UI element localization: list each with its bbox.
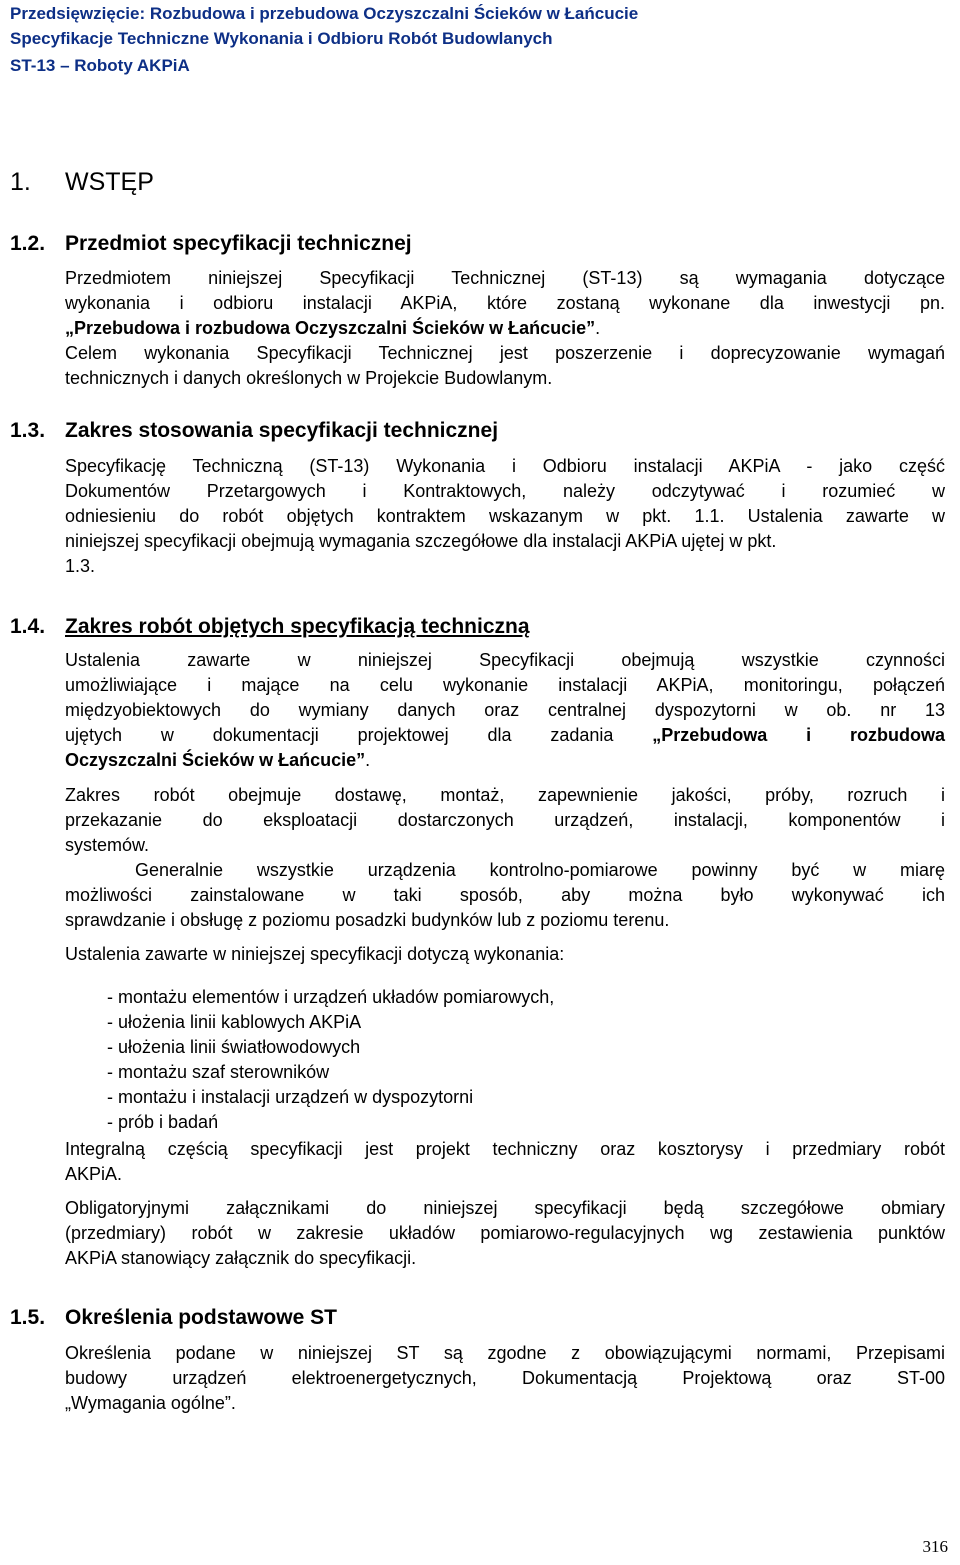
header-project: Przedsięwzięcie: Rozbudowa i przebudowa Oczyszczalni Ścieków w Łańcucie <box>10 4 639 23</box>
text-line: Ustalenia zawarte w niniejszej Specyfikacji obejmują wszystkie czynności <box>65 650 945 670</box>
section-number: 1.2. <box>10 232 46 255</box>
section-title: Zakres stosowania specyfikacji technicznej <box>65 419 499 442</box>
works-list <box>107 985 554 1135</box>
text-line: Określenia podane w niniejszej ST są zgodne z obowiązującymi normami, Przepisami <box>65 1343 945 1363</box>
text-line: budowy urządzeń elektroenergetycznych, Dokumentacją Projektową oraz ST-00 <box>65 1368 945 1388</box>
list-item: - montażu szaf sterowników <box>107 1062 330 1082</box>
list-item: - ułożenia linii kablowych AKPiA <box>107 1012 362 1032</box>
list-item: - montażu i instalacji urządzeń w dyspozytorni <box>107 1087 474 1107</box>
text-line: międzyobiektowych do wymiany danych oraz centralnej dyspozytorni w ob. nr 13 <box>65 700 945 720</box>
section-number: 1.4. <box>10 615 46 638</box>
punctuation: . <box>595 318 601 338</box>
text-line <box>65 316 945 341</box>
punctuation: . <box>365 750 371 770</box>
section-title: WSTĘP <box>65 168 154 196</box>
text-fragment: ujętych w dokumentacji projektowej dla zadania <box>65 725 614 745</box>
text-line: przekazanie do eksploatacji dostarczonych urządzeń, instalacji, komponentów i <box>65 810 945 830</box>
list-item: - ułożenia linii światłowodowych <box>107 1037 361 1057</box>
section-title: Określenia podstawowe ST <box>65 1306 337 1329</box>
text-line: 1.3. <box>65 556 96 576</box>
page-header <box>0 0 960 92</box>
section-1-2-paragraph-1 <box>65 266 945 391</box>
section-1-4-paragraph-2 <box>65 783 945 858</box>
text-line: Specyfikację Techniczną (ST-13) Wykonania i Odbioru instalacji AKPiA - jako część <box>65 456 945 476</box>
text-line: wykonania i odbioru instalacji AKPiA, które zostaną wykonane dla inwestycji pn. <box>65 293 945 313</box>
section-1-3-paragraph <box>65 454 945 579</box>
text-line: sprawdzanie i obsługę z poziomu posadzki budynków lub z poziomu terenu. <box>65 910 670 930</box>
header-spec-code: ST-13 – Roboty AKPiA <box>10 56 190 75</box>
text-line <box>65 748 945 773</box>
text-line: systemów. <box>65 835 150 855</box>
section-1-4-paragraph-1 <box>65 648 945 773</box>
text-line: niniejszej specyfikacji obejmują wymagania szczegółowe dla instalacji AKPiA ujętej w pkt. <box>65 531 777 551</box>
text-line: umożliwiające i mające na celu wykonanie instalacji AKPiA, monitoringu, połączeń <box>65 675 945 695</box>
text-line: technicznych i danych określonych w Projekcie Budowlanym. <box>65 368 553 388</box>
text-line: Celem wykonania Specyfikacji Technicznej jest poszerzenie i doprecyzowanie wymagań <box>65 343 945 363</box>
section-1-5-paragraph <box>65 1341 945 1416</box>
section-number: 1.3. <box>10 419 46 442</box>
text-line: Generalnie wszystkie urządzenia kontrolno-pomiarowe powinny być w miarę <box>135 860 945 880</box>
section-1-4-paragraph-5 <box>65 1137 945 1187</box>
project-name: „Przebudowa i rozbudowa <box>652 725 945 745</box>
text-line: AKPiA stanowiący załącznik do specyfikacji. <box>65 1248 417 1268</box>
text-line: Ustalenia zawarte w niniejszej specyfikacji dotyczą wykonania: <box>65 944 565 964</box>
text-line <box>65 723 945 748</box>
text-line: Obligatoryjnymi załącznikami do niniejszej specyfikacji będą szczegółowe obmiary <box>65 1198 945 1218</box>
text-line: (przedmiary) robót w zakresie układów pomiarowo-regulacyjnych wg zestawienia punktów <box>65 1223 945 1243</box>
section-1-4-paragraph-3 <box>65 858 945 933</box>
section-title: Zakres robót objętych specyfikacją techniczną <box>65 615 530 638</box>
section-number: 1. <box>10 168 31 196</box>
section-1-4-paragraph-4 <box>65 942 945 967</box>
section-number: 1.5. <box>10 1306 46 1329</box>
text-line: Dokumentów Przetargowych i Kontraktowych, należy odczytywać i rozumieć w <box>65 481 945 501</box>
section-title: Przedmiot specyfikacji technicznej <box>65 232 412 255</box>
project-name: „Przebudowa i rozbudowa Oczyszczalni Ścieków w Łańcucie” <box>65 318 596 338</box>
text-line: AKPiA. <box>65 1164 123 1184</box>
text-line: odniesieniu do robót objętych kontraktem wskazanym w pkt. 1.1. Ustalenia zawarte w <box>65 506 945 526</box>
header-spec-title: Specyfikacje Techniczne Wykonania i Odbioru Robót Budowlanych <box>10 29 553 48</box>
section-1-4-paragraph-6 <box>65 1196 945 1271</box>
page-number: 316 <box>922 1537 948 1556</box>
text-line: Integralną częścią specyfikacji jest projekt techniczny oraz kosztorysy i przedmiary robót <box>65 1139 945 1159</box>
list-item: - montażu elementów i urządzeń układów pomiarowych, <box>107 987 555 1007</box>
text-line: Przedmiotem niniejszej Specyfikacji Technicznej (ST-13) są wymagania dotyczące <box>65 268 945 288</box>
project-name: Oczyszczalni Ścieków w Łańcucie” <box>65 750 366 770</box>
text-line: możliwości zainstalowane w taki sposób, aby można było wykonywać ich <box>65 885 945 905</box>
list-item: - prób i badań <box>107 1112 219 1132</box>
text-line: Zakres robót obejmuje dostawę, montaż, zapewnienie jakości, próby, rozruch i <box>65 785 945 805</box>
text-line: „Wymagania ogólne”. <box>65 1393 236 1413</box>
